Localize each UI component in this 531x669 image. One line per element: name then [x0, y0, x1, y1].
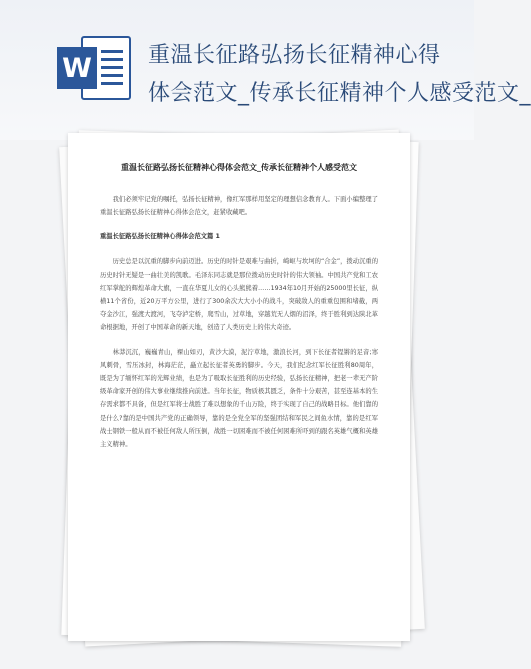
- header-title: [148, 37, 531, 113]
- word-document-icon: [57, 36, 137, 100]
- body-paragraph-1: 历史总是以沉重的脚步向前迈进。历史的时针是艰难与曲折，崎岖与坎坷的“合金”，拨动沉重的历史时针无疑是一曲壮美的凯歌。毛泽东同志就是那位拨动历史时针的伟大领袖。中国共产党和工农红军掌舵的辉煌革命大旗，一直在华夏儿女的心头熊熊着……1934年10月开始的25000里长征，纵横11个省份，近20万平方公里，进行了300余次大大小小的战斗，突破敌人的重重包围和堵截，两夺金沙江，强渡大渡河，飞夺泸定桥，爬雪山，过草地，穿越荒无人烟的沼泽，终于胜利到达陕北革命根据地，开创了中国革命的新天地，创造了人类历史上的伟大奇迹。: [100, 258, 378, 332]
- document-title: 重温长征路弘扬长征精神心得体会范文_传承长征精神个人感受范文: [121, 163, 357, 172]
- document-body: [100, 161, 378, 462]
- section-heading: 重温长征路弘扬长征精神心得体会范文篇 1: [100, 233, 220, 241]
- header-title-line-2: 体会范文_传承长征精神个人感受范文_: [148, 81, 531, 106]
- intro-paragraph: 我们必须牢记党的嘱托，弘扬长征精神，像红军那样用坚定的理想信念教育人。下面小编整理了重温长征路弘扬长征精神心得体会范文，赶紧收藏吧。: [100, 196, 378, 217]
- word-letter-badge: W: [57, 47, 97, 89]
- header-title-line-1: 重温长征路弘扬长征精神心得: [148, 43, 441, 68]
- body-paragraph-2: 林莽沉沉，巍巍青山，裸山如刃，黄沙大漠，泥泞草地，激浪长河，到下长征者锃锵的足音;寒风刺骨，雪压冰封，林海茫茫，矗立起长征者英勇的脚步。今天，我们纪念红军长征胜利80周年，既是为了缅怀红军的光辉业绩，也是为了吸取长征胜利的历史经验，弘扬长征精神，把老一辈无产阶级革命家开创的伟大事业继续推向前进。当年长征，物质极其匮乏，条件十分艰苦，甚至连基本的生存需求都不具备，但是红军将士战胜了难以想象的千山万险，终于实现了自己的战略目标。他们靠的是什么?靠的是中国共产党的正确领导，靠的是全党全军的坚强团结和军民之间鱼水情，靠的是红军战士钢铁一般从而不被任何敌人所压倒，战胜一切困难而不被任何困难所吓到的跟名英雄气概和英雄主义精神。: [100, 348, 378, 449]
- document-page: [68, 133, 410, 641]
